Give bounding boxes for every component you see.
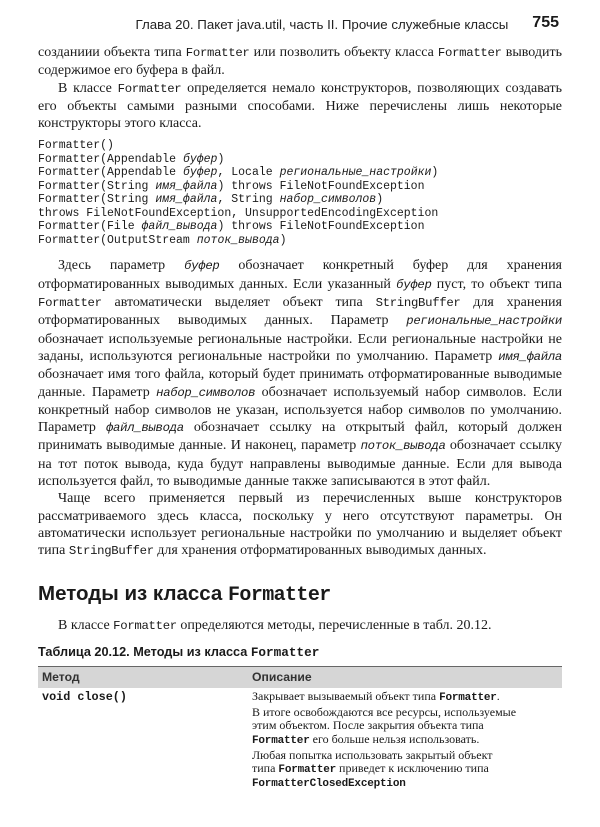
column-header-method: Метод [42, 670, 80, 685]
paragraph-methods-intro: В классе Formatter определяются методы, перечисленные в табл. 20.12. [58, 617, 492, 633]
section-heading: Методы из класса Formatter [38, 581, 331, 607]
code-line: Formatter(OutputStream поток_вывода) [38, 233, 287, 247]
code-line: throws FileNotFoundException, UnsupportedEncodingException [38, 206, 439, 220]
paragraph-continuation: созданиии объекта типа Formatter или позволить объекту класса Formatter выводить содержимое его буфера в файл. [38, 45, 562, 79]
code-line: Formatter(Appendable буфер) [38, 152, 225, 166]
code-line: Formatter() [38, 139, 114, 153]
paragraph-default-constructor: Чаще всего применяется первый из перечисленных выше конструкторов рассматриваемого здесь класса, поскольку у него отсутствуют параметры. Он автоматически использует региональные настройки по умолчанию и выделяет объект типа StringBuffer для хранения отформатированных выводимых данных. [38, 491, 562, 559]
code-line: Formatter(Appendable буфер, Locale региональные_настройки) [38, 166, 439, 180]
page-body [38, 44, 562, 792]
table-row [38, 688, 562, 792]
code-line: Formatter(String имя_файла) throws FileNotFoundException [38, 179, 425, 193]
table-header-row [38, 666, 562, 688]
column-header-description: Описание [252, 670, 312, 685]
running-head [131, 14, 559, 36]
chapter-title: Глава 20. Пакет java.util, часть II. Прочие служебные классы [135, 17, 509, 32]
table-caption: Таблица 20.12. Методы из класса Formatter [38, 644, 320, 660]
methods-table [38, 666, 562, 792]
code-line: Formatter(String имя_файла, String набор_символов) [38, 193, 384, 207]
method-signature: void close() [42, 689, 127, 704]
method-description: Закрывает вызываемый объект типа Formatter. В итоге освобождаются все ресурсы, используемые этим объектом. После закрытия объекта типа Formatter его больше нельзя использовать. Любая попытка использовать закрытый объект типа Formatter приведет к исключению типа FormatterClosedException [252, 688, 517, 791]
paragraph-parameters: Здесь параметр буфер обозначает конкретный буфер для хранения отформатированных выводимых данных. Если указанный буфер пуст, то объект типа Formatter автоматически выделяет объект типа StringBuffer для хранения отформатированных выводимых данных. Параметр региональные_настройки обозначает используемые региональные настройки. Если региональные настройки не заданы, используются региональные настройки по умолчанию. Параметр имя_файла обозначает имя того файла, который будет принимать отформатированные выводимые данные. Параметр набор_символов обозначает используемый набор символов. Если конкретный набор символов не указан, используется набор символов по умолчанию. Параметр файл_вывода обозначает ссылку на открытый файл, который должен принимать выводимые данные. И наконец, параметр поток_вывода обозначает ссылку на тот поток вывода, куда будут направлены выводимые данные. Если для вывода используется файл, то выводимые данные также записываются в этот файл. [38, 258, 563, 490]
paragraph-constructors-intro: В классе Formatter определяется немало конструкторов, позволяющих создавать его объекты самыми разными способами. Ниже перечислены лишь некоторые конструкторы этого класса. [38, 80, 562, 132]
page-number: 755 [532, 14, 559, 31]
code-listing-constructors [38, 139, 562, 247]
code-line: Formatter(File файл_вывода) throws FileNotFoundException [38, 220, 425, 234]
